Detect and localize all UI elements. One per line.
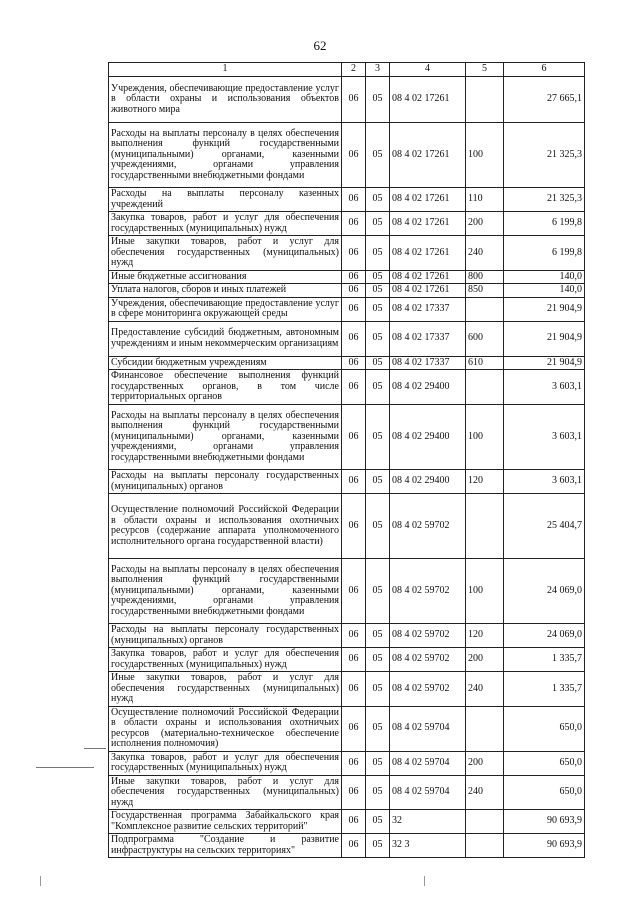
table-row [109, 775, 585, 810]
cell-target-code: 08 4 02 17261 [390, 284, 466, 298]
cell-amount: 21 325,3 [504, 123, 585, 188]
cell-subsection: 05 [366, 123, 390, 188]
cell-section: 06 [342, 77, 366, 123]
cell-subsection: 05 [366, 559, 390, 624]
cell-target-code: 08 4 02 17261 [390, 123, 466, 188]
cell-section: 06 [342, 559, 366, 624]
cell-expense-type: 110 [466, 188, 504, 212]
cell-expense-type: 200 [466, 751, 504, 775]
cell-subsection: 05 [366, 648, 390, 672]
cell-amount: 6 199,8 [504, 236, 585, 271]
cell-expense-type [466, 77, 504, 123]
cell-target-code: 08 4 02 59702 [390, 624, 466, 648]
cell-name: Финансовое обеспечение выполнения функций государственных органов, в том числе территориальных органов [109, 370, 342, 405]
table-row [109, 672, 585, 707]
cell-subsection: 05 [366, 706, 390, 751]
cell-target-code: 08 4 02 59702 [390, 559, 466, 624]
cell-target-code: 08 4 02 17337 [390, 321, 466, 356]
cell-name: Подпрограмма "Создание и развитие инфраструктуры на сельских территориях" [109, 834, 342, 858]
table-row [109, 77, 585, 123]
cell-expense-type: 100 [466, 559, 504, 624]
cell-subsection: 05 [366, 775, 390, 810]
page-number: 62 [313, 38, 327, 53]
table-row [109, 494, 585, 559]
cell-section: 06 [342, 494, 366, 559]
table-row [109, 559, 585, 624]
header-cell-2: 2 [342, 63, 366, 77]
cell-amount: 1 335,7 [504, 672, 585, 707]
cell-name: Расходы на выплаты персоналу в целях обеспечения выполнения функций государственными (муниципальными) органами, казенными учреждениями, органами управления государственными внебюджетными фондами [109, 405, 342, 470]
cell-expense-type: 100 [466, 405, 504, 470]
cell-target-code: 08 4 02 59702 [390, 494, 466, 559]
cell-name: Закупка товаров, работ и услуг для обеспечения государственных (муниципальных) нужд [109, 751, 342, 775]
table-row [109, 297, 585, 321]
cell-section: 06 [342, 356, 366, 370]
cell-expense-type [466, 834, 504, 858]
cell-target-code: 08 4 02 17261 [390, 212, 466, 236]
table-row [109, 470, 585, 494]
cell-subsection: 05 [366, 405, 390, 470]
cell-amount: 3 603,1 [504, 405, 585, 470]
cell-target-code: 08 4 02 17261 [390, 188, 466, 212]
cell-target-code: 08 4 02 59704 [390, 751, 466, 775]
cell-subsection: 05 [366, 356, 390, 370]
cell-name: Расходы на выплаты персоналу казенных учреждений [109, 188, 342, 212]
cell-name: Осуществление полномочий Российской Федерации в области охраны и использования охотничьих ресурсов (содержание аппарата уполномоченного исполнительного органа государственной власти) [109, 494, 342, 559]
cell-target-code: 08 4 02 17337 [390, 356, 466, 370]
cell-amount: 25 404,7 [504, 494, 585, 559]
header-cell-4: 4 [390, 63, 466, 77]
cell-name: Иные закупки товаров, работ и услуг для обеспечения государственных (муниципальных) нужд [109, 236, 342, 271]
cell-section: 06 [342, 775, 366, 810]
scan-tick-bottom [40, 876, 41, 886]
cell-section: 06 [342, 321, 366, 356]
cell-name: Иные закупки товаров, работ и услуг для обеспечения государственных (муниципальных) нужд [109, 775, 342, 810]
cell-expense-type: 120 [466, 470, 504, 494]
cell-amount: 650,0 [504, 706, 585, 751]
cell-expense-type: 800 [466, 270, 504, 284]
cell-section: 06 [342, 270, 366, 284]
cell-expense-type [466, 494, 504, 559]
cell-name: Уплата налогов, сборов и иных платежей [109, 284, 342, 298]
cell-expense-type: 200 [466, 648, 504, 672]
cell-amount: 90 693,9 [504, 810, 585, 834]
cell-subsection: 05 [366, 188, 390, 212]
cell-subsection: 05 [366, 470, 390, 494]
scan-mark-left-2 [84, 748, 106, 749]
cell-expense-type: 850 [466, 284, 504, 298]
cell-expense-type: 240 [466, 775, 504, 810]
cell-amount: 650,0 [504, 775, 585, 810]
cell-section: 06 [342, 834, 366, 858]
cell-target-code: 32 [390, 810, 466, 834]
cell-subsection: 05 [366, 751, 390, 775]
cell-target-code: 08 4 02 29400 [390, 405, 466, 470]
table-row [109, 706, 585, 751]
cell-subsection: 05 [366, 284, 390, 298]
cell-section: 06 [342, 236, 366, 271]
cell-subsection: 05 [366, 370, 390, 405]
cell-section: 06 [342, 672, 366, 707]
cell-target-code: 08 4 02 17261 [390, 77, 466, 123]
cell-amount: 24 069,0 [504, 624, 585, 648]
cell-expense-type: 120 [466, 624, 504, 648]
cell-amount: 24 069,0 [504, 559, 585, 624]
cell-subsection: 05 [366, 834, 390, 858]
scan-mark-left [36, 767, 94, 768]
cell-name: Закупка товаров, работ и услуг для обеспечения государственных (муниципальных) нужд [109, 212, 342, 236]
table-row [109, 188, 585, 212]
budget-table [108, 62, 585, 858]
cell-amount: 650,0 [504, 751, 585, 775]
cell-expense-type [466, 706, 504, 751]
table-row [109, 321, 585, 356]
cell-expense-type [466, 297, 504, 321]
cell-name: Учреждения, обеспечивающие предоставление услуг в области охраны и использования объектов животного мира [109, 77, 342, 123]
table-row [109, 834, 585, 858]
table-row [109, 356, 585, 370]
cell-amount: 21 325,3 [504, 188, 585, 212]
scan-tick-bottom-2 [424, 876, 425, 886]
cell-amount: 3 603,1 [504, 370, 585, 405]
cell-expense-type: 610 [466, 356, 504, 370]
cell-amount: 140,0 [504, 284, 585, 298]
cell-section: 06 [342, 284, 366, 298]
cell-subsection: 05 [366, 270, 390, 284]
cell-section: 06 [342, 624, 366, 648]
cell-amount: 140,0 [504, 270, 585, 284]
cell-section: 06 [342, 810, 366, 834]
cell-expense-type: 100 [466, 123, 504, 188]
cell-name: Предоставление субсидий бюджетным, автономным учреждениям и иным некоммерческим организациям [109, 321, 342, 356]
cell-target-code: 08 4 02 59704 [390, 706, 466, 751]
header-cell-3: 3 [366, 63, 390, 77]
cell-expense-type: 240 [466, 236, 504, 271]
cell-target-code: 08 4 02 59702 [390, 672, 466, 707]
cell-name: Расходы на выплаты персоналу государственных (муниципальных) органов [109, 470, 342, 494]
cell-amount: 21 904,9 [504, 356, 585, 370]
table-row [109, 236, 585, 271]
table-row [109, 624, 585, 648]
cell-section: 06 [342, 405, 366, 470]
table-row [109, 270, 585, 284]
header-cell-5: 5 [466, 63, 504, 77]
cell-expense-type [466, 810, 504, 834]
cell-name: Государственная программа Забайкальского края "Комплексное развитие сельских территорий" [109, 810, 342, 834]
cell-name: Осуществление полномочий Российской Федерации в области охраны и использования охотничьих ресурсов (материально-техническое обеспечение исполнения полномочия) [109, 706, 342, 751]
cell-target-code: 08 4 02 17261 [390, 236, 466, 271]
cell-target-code: 08 4 02 29400 [390, 370, 466, 405]
cell-expense-type [466, 370, 504, 405]
cell-target-code: 32 3 [390, 834, 466, 858]
table-row [109, 751, 585, 775]
cell-amount: 6 199,8 [504, 212, 585, 236]
cell-section: 06 [342, 188, 366, 212]
cell-subsection: 05 [366, 672, 390, 707]
cell-name: Учреждения, обеспечивающие предоставление услуг в сфере мониторинга окружающей среды [109, 297, 342, 321]
cell-expense-type: 240 [466, 672, 504, 707]
cell-name: Субсидии бюджетным учреждениям [109, 356, 342, 370]
cell-subsection: 05 [366, 212, 390, 236]
cell-name: Расходы на выплаты персоналу в целях обеспечения выполнения функций государственными (муниципальными) органами, казенными учреждениями, органами управления государственными внебюджетными фондами [109, 559, 342, 624]
table-row [109, 212, 585, 236]
cell-amount: 90 693,9 [504, 834, 585, 858]
cell-name: Закупка товаров, работ и услуг для обеспечения государственных (муниципальных) нужд [109, 648, 342, 672]
cell-section: 06 [342, 297, 366, 321]
cell-name: Расходы на выплаты персоналу государственных (муниципальных) органов [109, 624, 342, 648]
cell-subsection: 05 [366, 321, 390, 356]
table-row [109, 284, 585, 298]
table-header-row [109, 63, 585, 77]
header-cell-1: 1 [109, 63, 342, 77]
cell-target-code: 08 4 02 17337 [390, 297, 466, 321]
table-row [109, 648, 585, 672]
cell-subsection: 05 [366, 77, 390, 123]
cell-name: Иные закупки товаров, работ и услуг для обеспечения государственных (муниципальных) нужд [109, 672, 342, 707]
cell-section: 06 [342, 470, 366, 494]
cell-target-code: 08 4 02 17261 [390, 270, 466, 284]
cell-expense-type: 600 [466, 321, 504, 356]
table-body [109, 63, 585, 858]
cell-subsection: 05 [366, 494, 390, 559]
cell-section: 06 [342, 751, 366, 775]
cell-section: 06 [342, 370, 366, 405]
table-row [109, 370, 585, 405]
cell-amount: 27 665,1 [504, 77, 585, 123]
cell-section: 06 [342, 706, 366, 751]
cell-amount: 3 603,1 [504, 470, 585, 494]
cell-amount: 21 904,9 [504, 321, 585, 356]
cell-section: 06 [342, 648, 366, 672]
table-row [109, 123, 585, 188]
table-row [109, 405, 585, 470]
cell-subsection: 05 [366, 810, 390, 834]
header-cell-6: 6 [504, 63, 585, 77]
cell-name: Расходы на выплаты персоналу в целях обеспечения выполнения функций государственными (муниципальными) органами, казенными учреждениями, органами управления государственными внебюджетными фондами [109, 123, 342, 188]
cell-amount: 1 335,7 [504, 648, 585, 672]
cell-target-code: 08 4 02 59704 [390, 775, 466, 810]
table-row [109, 810, 585, 834]
cell-section: 06 [342, 123, 366, 188]
cell-subsection: 05 [366, 624, 390, 648]
cell-subsection: 05 [366, 236, 390, 271]
cell-expense-type: 200 [466, 212, 504, 236]
cell-amount: 21 904,9 [504, 297, 585, 321]
cell-subsection: 05 [366, 297, 390, 321]
cell-target-code: 08 4 02 29400 [390, 470, 466, 494]
cell-section: 06 [342, 212, 366, 236]
cell-name: Иные бюджетные ассигнования [109, 270, 342, 284]
cell-target-code: 08 4 02 59702 [390, 648, 466, 672]
